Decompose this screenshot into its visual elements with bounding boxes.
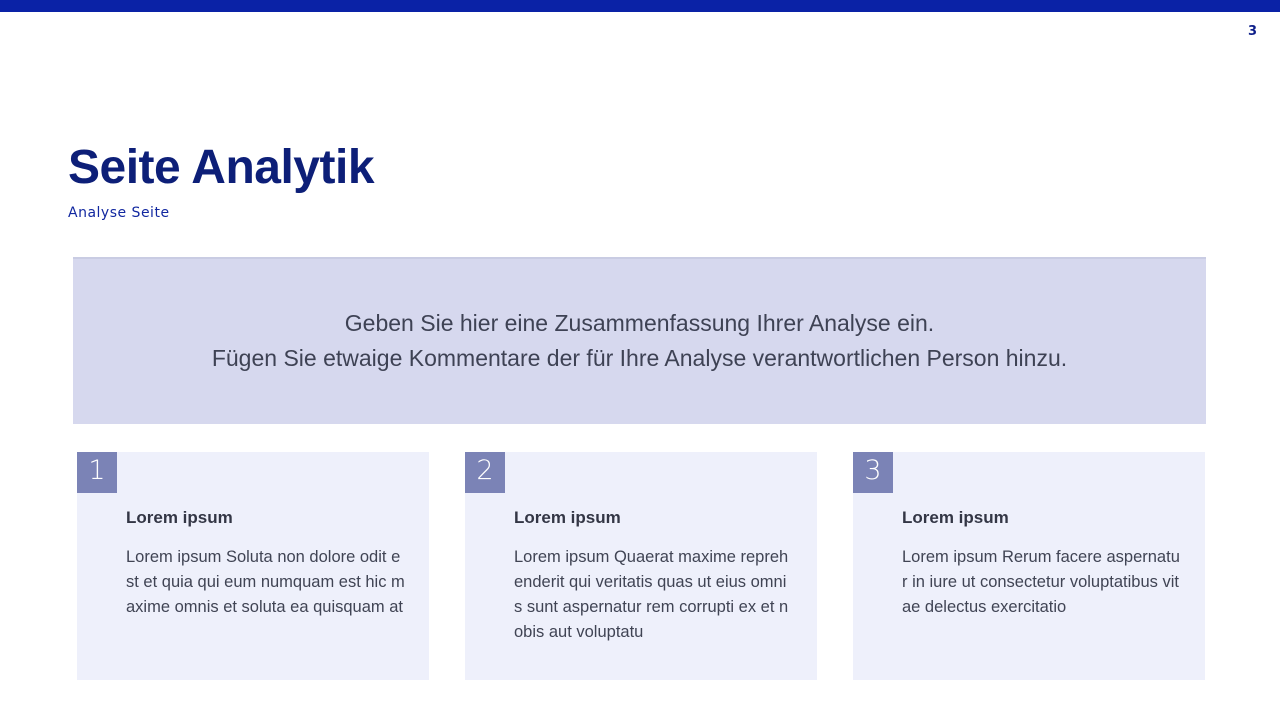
card-1 — [77, 452, 429, 680]
card-2 — [465, 452, 817, 680]
summary-line-2: Fügen Sie etwaige Kommentare der für Ihre Analyse verantwortlichen Person hinzu. — [211, 345, 1068, 371]
card-heading: Lorem ipsum — [514, 508, 621, 527]
summary-box — [73, 257, 1206, 424]
page-number: 3 — [1247, 24, 1257, 39]
top-accent-bar — [0, 0, 1280, 12]
card-number-badge: 2 — [465, 452, 505, 493]
card-text: Lorem ipsum Soluta non dolore odit est et quia qui eum numquam est hic maxime omnis et soluta ea quisquam at — [126, 548, 405, 616]
card-number-badge: 1 — [77, 452, 117, 493]
card-3 — [853, 452, 1205, 680]
card-text: Lorem ipsum Quaerat maxime reprehenderit qui veritatis quas ut eius omnis sunt aspernatur rem corrupti ex et nobis aut voluptatu — [514, 548, 789, 641]
page-title: Seite Analytik — [68, 141, 375, 194]
card-heading: Lorem ipsum — [902, 508, 1009, 527]
card-heading: Lorem ipsum — [126, 508, 233, 527]
summary-line-1: Geben Sie hier eine Zusammenfassung Ihrer Analyse ein. — [344, 310, 935, 336]
card-number-badge: 3 — [853, 452, 893, 493]
card-text: Lorem ipsum Rerum facere aspernatur in iure ut consectetur voluptatibus vitae delectus exercitatio — [902, 548, 1180, 616]
page-subtitle: Analyse Seite — [68, 205, 170, 221]
